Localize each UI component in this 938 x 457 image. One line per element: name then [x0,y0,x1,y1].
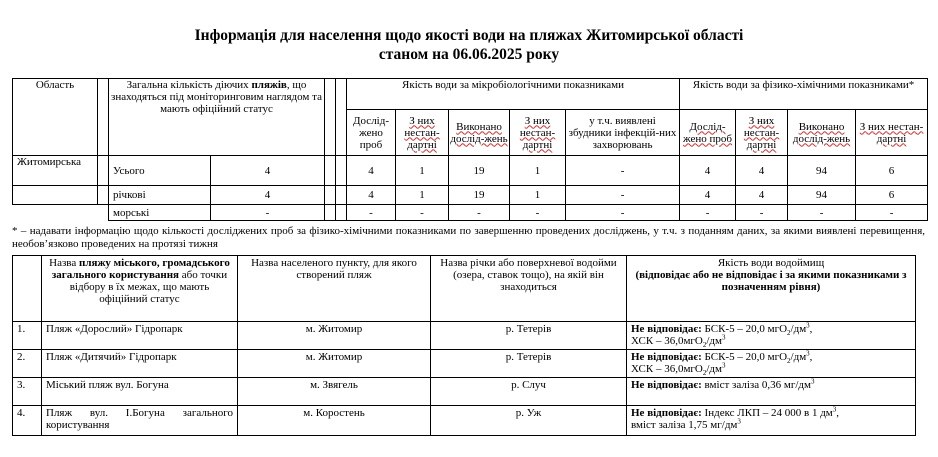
cell: 94 [788,186,856,205]
sub-header: З них нестан-дартні [396,110,449,156]
cell: 4 [736,186,788,205]
table-row [13,186,928,205]
cell: - [449,205,510,221]
sub-header: З них нестан-дартні [510,110,566,156]
cell: 6 [856,186,928,205]
row-number: 1. [13,322,42,350]
cell: 19 [449,186,510,205]
cell: 4 [347,186,396,205]
cell: - [510,205,566,221]
beach-name: Пляж «Дорослий» Гідропарк [42,322,238,350]
cell: 1 [396,156,449,186]
city-name: м. Житомир [238,322,431,350]
region-name: Житомирська [13,156,98,186]
cell-total: - [211,205,325,221]
cell: 6 [856,156,928,186]
cell: 1 [396,186,449,205]
quality-cell: Не відповідає: БСК-5 – 20,0 $мгО_2/дм^3$, ХСК – $36,0мгО_2/дм^3$ [627,350,916,378]
cell: - [680,205,736,221]
row-number: 4. [13,406,42,436]
sub-header: у т.ч. виявлені збудники інфекцій-них захворювань [566,110,680,156]
cell: 4 [680,156,736,186]
cell: - [736,205,788,221]
row-label: Усього [109,156,211,186]
header-physchem: Якість води за фізико-хімічними показниками* [680,79,928,110]
beach-quality-table [12,255,916,436]
cell: 1 [510,156,566,186]
cell: - [566,156,680,186]
table-row [13,205,928,221]
header-region: Область [13,79,98,156]
header-microbiology: Якість води за мікробіологічними показниками [347,79,680,110]
sub-header: Дослід-жено проб [347,110,396,156]
river-name: р. Уж [431,406,627,436]
river-name: р. Тетерів [431,322,627,350]
row-number: 3. [13,378,42,406]
sub-header: З них нестан-дартні [736,110,788,156]
header-river: Назва річки або поверхневої водойми (озера, ставок тощо), на якій він знаходиться [431,256,627,322]
quality-cell: Не відповідає: БСК-5 – 20,0 $мгО_2/дм^3$, ХСК – $36,0мгО_2/дм^3$ [627,322,916,350]
footnote: * – надавати інформацію щодо кількості досліджених проб за фізико-хімічними показниками по завершенню проведених досліджень, у т.ч. з поданням даних, за якими виявлені перевищення, необов’язково проведених на протязі тижня [12,225,925,250]
table-row [13,350,916,378]
cell: - [347,205,396,221]
city-name: м. Звягель [238,378,431,406]
table-row [13,406,916,436]
table-row [13,156,928,186]
document-title: Інформація для населення щодо якості води на пляжах Житомирської області [194,27,744,44]
header-quality: Якість води водоймищ (відповідає або не відповідає і за якими показниками з позначенням рівня) [627,256,916,322]
cell: 4 [736,156,788,186]
cell: - [566,205,680,221]
sub-header: З них нестан-дартні [856,110,928,156]
cell: - [856,205,928,221]
sub-header: Виконано дослід-жень [788,110,856,156]
row-label: річкові [109,186,211,205]
table-row [13,378,916,406]
river-name: р. Случ [431,378,627,406]
beach-name: Міський пляж вул. Богуна [42,378,238,406]
sub-header: Виконано дослід-жень [449,110,510,156]
cell: - [396,205,449,221]
row-label: морські [109,205,211,221]
cell-total: 4 [211,186,325,205]
cell: - [788,205,856,221]
beach-name: Пляж «Дитячий» Гідропарк [42,350,238,378]
beach-name: Пляж вул. І.Богуна загального користування [42,406,238,436]
microbiology-summary-table [12,78,928,221]
quality-cell: Не відповідає: Індекс ЛКП – 24 000 в 1 $дм^3$, вміст заліза 1,75 $мг/дм^3$ [627,406,916,436]
sub-header: Дослід-жено проб [680,110,736,156]
cell: 19 [449,156,510,186]
header-total-beaches: Загальна кількість діючих пляжів, що знаходяться під моніторинговим наглядом та мають офіційний статус [109,79,325,156]
cell: 4 [347,156,396,186]
header-beach-name: Назва пляжу міського, громадського загального користування або точки відбору в їх межах, що мають офіційний статус [42,256,238,322]
cell: - [566,186,680,205]
row-number: 2. [13,350,42,378]
city-name: м. Коростень [238,406,431,436]
document-subtitle: станом на 06.06.2025 року [378,46,560,63]
cell: 4 [680,186,736,205]
river-name: р. Тетерів [431,350,627,378]
quality-cell: Не відповідає: вміст заліза 0,36 $мг/дм^3$ [627,378,916,406]
header-city: Назва населеного пункту, для якого створений пляж [238,256,431,322]
cell: 94 [788,156,856,186]
cell-total: 4 [211,156,325,186]
table-row [13,322,916,350]
city-name: м. Житомир [238,350,431,378]
cell: 1 [510,186,566,205]
